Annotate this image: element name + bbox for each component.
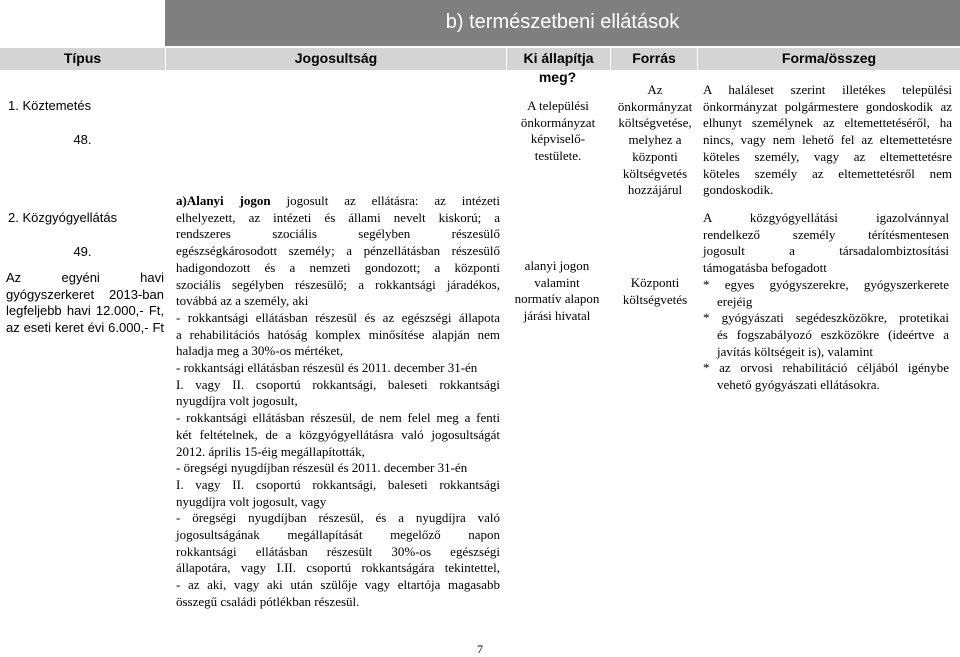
col-header-who-line2: meg? xyxy=(538,69,577,85)
row1-who: A települési önkormányzat képviselő- testülete. xyxy=(520,98,596,164)
row2-who: alanyi jogon valamint normatív alapon járási hivatal xyxy=(514,258,600,324)
row1-type: 1. Köztemetés xyxy=(8,98,92,113)
row1-form: A haláleset szerint illetékes települési önkormányzat polgármestere gondoskodik az elhunyt személynek az eltemettetéséről, ha nincs, vagy nem lehető fel az eltemettetésre köteles személy, vagy az eltemettetésre köteles személy az eltemettetésről nem gondoskodik. xyxy=(703,82,952,198)
page-title: b) természetbeni ellátások xyxy=(445,11,680,33)
row2-entitlement: a)Alanyi jogon jogosult az ellátásra: az intézeti elhelyezett, az intézeti és állami nevelt kiskorú; a rendszeres szociális segélyben részesülő egészségkárosodott személy; a pénzellátásban részesülő hadigondozott és a nemzeti gondozott; a központi szociális segélyben részesülő; a rokkantsági járadékos, továbbá az a személy, aki - rokkantsági ellátásban részesül és az egészségi állapota a rehabilitációs hatóság komplex minősítése alapján nem haladja meg a 30%-os mértéket, - rokkantsági ellátásban részesül és 2011. december 31-én I. vagy II. csoportú rokkantsági, baleseti rokkantsági nyugdíjra volt jogosult, - rokkantsági ellátásban részesül, de nem felel meg a fenti két feltételnek, de a közgyógyellátásra való jogosultságát 2012. április 15-éig megállapították, - öregségi nyugdíjban részesül és 2011. december 31-én I. vagy II. csoportú rokkantsági, baleseti rokkantsági nyugdíjra volt jogosult, vagy - öregségi nyugdíjban részesül, és a nyugdíjra való jogosultságának megállapítását megelőző napon rokkantsági ellátásban részesült 30%-os egészségi állapotára, vagy I.II. csoportú rokkantságára tekintettel, - az aki, vagy aki után szülője vagy eltartója magasabb összegű családi pótlékban részesül. xyxy=(176,193,501,609)
row2-type-note: Az egyéni havi gyógyszerkeret 2013-ban legfeljebb havi 12.000,- Ft, az eseti keret évi 6.000,- Ft xyxy=(6,270,164,336)
col-header-form: Forma/összeg xyxy=(698,48,960,70)
row2-source: Központi költségvetés xyxy=(622,275,688,307)
col-header-source: Forrás xyxy=(611,48,697,70)
col-header-who: Ki állapítja xyxy=(507,48,610,70)
row1-source: Az önkormányzat költségvetése, melyhez a központi költségvetés hozzájárul xyxy=(617,82,693,198)
col-header-type: Típus xyxy=(0,48,165,70)
col-header-entitlement: Jogosultság xyxy=(166,48,506,70)
row2-section: 49. xyxy=(73,244,92,259)
page-number: 7 xyxy=(477,642,483,656)
row1-section: 48. xyxy=(73,132,92,147)
title-bar xyxy=(165,0,960,46)
row2-type: 2. Közgyógyellátás xyxy=(8,210,118,225)
row2-form: A közgyógyellátási igazolvánnyal rendelkező személy térítésmentesen jogosult a társadalombiztosítási támogatásba befogadott * egyes gyógyszerekre, gyógyszerkerete erejéig * gyógyászati segédeszközökre, protetikai és fogszabályozó eszközökre (ideértve a javítás költségeit is), valamint * az orvosi rehabilitáció céljából igénybe vehető gyógyászati ellátásokra. xyxy=(703,210,949,393)
